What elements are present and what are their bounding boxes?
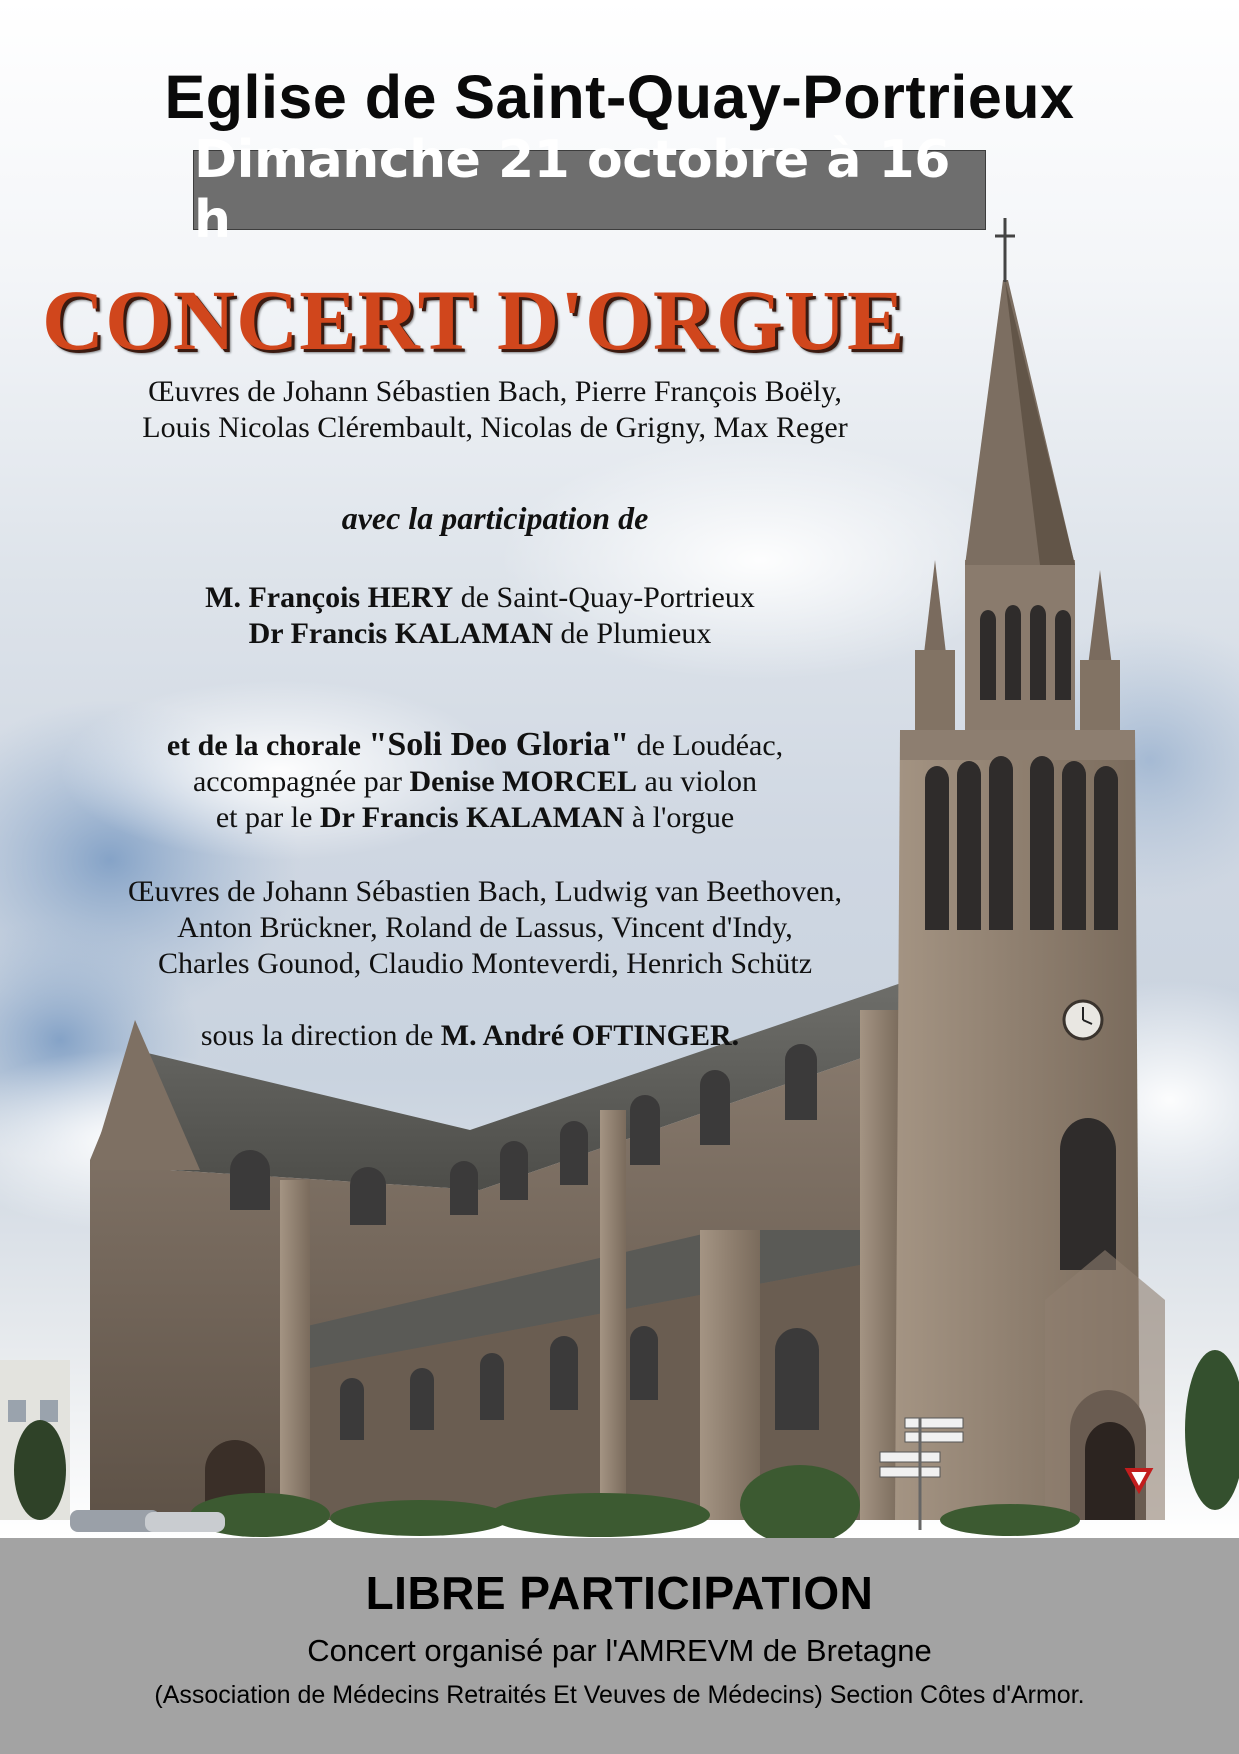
organ-line	[100, 800, 850, 836]
choir-works	[70, 874, 900, 982]
participant-place: de Plumieux	[553, 617, 712, 650]
organ-works-line: Louis Nicolas Clérembault, Nicolas de Grigny, Max Reger	[142, 411, 848, 444]
participants	[140, 580, 820, 652]
violinist-name: Denise MORCEL	[409, 765, 638, 798]
chorale-line	[100, 727, 850, 764]
violin-prefix: accompagnée par	[192, 765, 410, 798]
chorale-name: "Soli Deo Gloria"	[368, 726, 630, 763]
chorale-intro: et de la chorale	[166, 729, 369, 762]
chorale-place: de Loudéac,	[629, 729, 784, 762]
participant-line	[140, 580, 820, 616]
violin-line	[100, 764, 850, 800]
violin-suffix: au violon	[637, 765, 758, 798]
organizer-line: Concert organisé par l'AMREVM de Bretagne	[307, 1633, 932, 1668]
church-title: Eglise de Saint-Quay-Portrieux	[164, 63, 1075, 131]
organ-suffix: à l'orgue	[624, 801, 735, 834]
organ-works-line: Œuvres de Johann Sébastien Bach, Pierre François Boëly,	[148, 375, 842, 408]
participant-name: M. François HERY	[205, 581, 454, 614]
libre-participation: LIBRE PARTICIPATION	[365, 1567, 874, 1619]
participant-name: Dr Francis KALAMAN	[248, 617, 554, 650]
participation-intro: avec la participation de	[341, 500, 649, 536]
choir-works-line: Œuvres de Johann Sébastien Bach, Ludwig van Beethoven,	[127, 875, 842, 908]
date-banner	[193, 130, 986, 250]
choir-works-line: Anton Brückner, Roland de Lassus, Vincent d'Indy,	[177, 911, 793, 944]
date-text: Dimanche 21 octobre à 16 h	[194, 130, 950, 250]
concert-title: CONCERT D'ORGUE	[42, 272, 906, 368]
direction-prefix: sous la direction de	[200, 1019, 441, 1052]
organ-prefix: et par le	[215, 801, 320, 834]
participant-line	[140, 616, 820, 652]
organ-works	[60, 374, 930, 446]
organist-name: Dr Francis KALAMAN	[319, 801, 625, 834]
conductor-name: M. André OFTINGER.	[440, 1019, 740, 1052]
footer-band	[0, 1538, 1239, 1754]
choir-works-line: Charles Gounod, Claudio Monteverdi, Henrich Schütz	[157, 947, 813, 980]
participant-place: de Saint-Quay-Portrieux	[453, 581, 755, 614]
association-line: (Association de Médecins Retraités Et Veuves de Médecins) Section Côtes d'Armor.	[154, 1681, 1085, 1709]
chorale-block	[100, 727, 850, 836]
direction-line	[120, 1018, 820, 1054]
